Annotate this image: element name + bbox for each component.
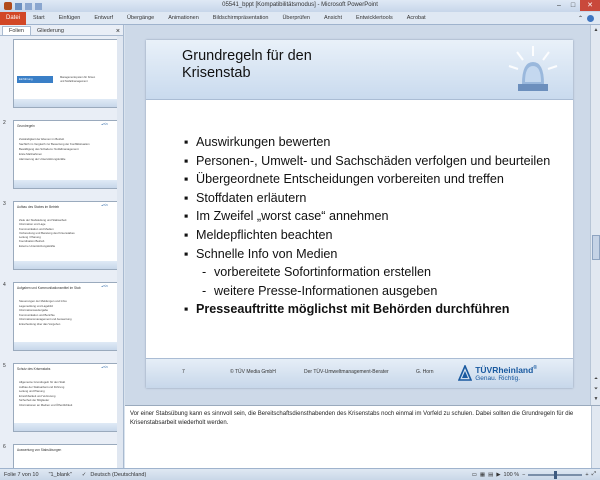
slide-thumbnail-list [0,36,124,468]
slide-number: 5 [3,363,6,369]
thumbnail-bullet: Leitung und Planung [19,389,45,393]
thumbnail-title: Aufgaben und Kommunikationsmittel im Stab [17,286,81,290]
fit-to-window-icon[interactable]: ⤢ [591,471,596,477]
notes-text[interactable]: Vor einer Stabsübung kann es sinnvoll sein, die Bereitschaftsdiensthabenden des Krisenstabs noch einmal im Vorfeld zu schulen. Dabei sollten die Grundregeln für die Krisenstabsarbeit wiederholt werden. [130,411,574,426]
thumbnail-title: Auswertung von Stabsübungen [17,448,62,452]
tuv-logo-icon: ▲TÜV [101,205,108,207]
bullet-text: Stoffdaten erläutern [196,190,307,205]
slide-thumbnail[interactable] [3,282,119,351]
thumbnail-subtitle-line: Managementsystem für Krisen [60,76,96,79]
thumbnail-bullet: Ziele der Stabsleitung und Stabsarbeit [19,218,67,222]
square-bullet-icon: ▪ [184,190,189,205]
thumbnail-bullets [19,137,90,162]
help-icon[interactable] [587,15,594,22]
zoom-slider[interactable] [528,474,582,476]
warning-beacon-icon [503,42,563,98]
tab-einfuegen[interactable]: Einfügen [58,15,81,21]
title-bar [0,0,600,12]
thumbnail-bullets [19,299,72,326]
zoom-level[interactable]: 100 % [503,471,520,478]
slide-sorter-icon[interactable]: ▦ [479,471,486,478]
sub-bullet-item [184,282,564,301]
thumbnail-bullet: Leitung / Planung [19,235,41,240]
normal-view-icon[interactable]: ▭ [471,471,477,478]
maximize-button[interactable]: □ [570,2,576,9]
tuv-logo-tagline: Genau. Richtig. [475,374,521,382]
square-bullet-icon: ▪ [184,246,189,261]
tuv-rheinland-logo [458,364,537,382]
slide-navigation-pane [0,25,124,468]
slide-thumbnail[interactable] [3,39,119,108]
next-slide-icon[interactable]: ⏷ [593,386,598,392]
slide-thumbnail[interactable] [3,120,119,189]
thumbnail-bullet: Alarmierung der Unterstützungskräfte [19,157,66,161]
slide-counter: Folie 7 von 10 [4,471,39,478]
square-bullet-icon: ▪ [184,172,189,187]
thumbnail-bullet: Kommunikation und Medien [19,226,54,231]
tab-entwicklertools[interactable]: Entwicklertools [356,15,393,21]
scroll-down-icon[interactable]: ▼ [593,396,599,402]
slide-number: 6 [3,444,6,450]
pane-scrollbar[interactable] [117,36,123,468]
zoom-out-icon[interactable]: − [522,471,526,478]
ribbon-help-area [578,15,600,22]
dash-bullet-icon: - [202,265,207,280]
dash-bullet-icon: - [202,283,207,298]
slide-editor [125,25,590,405]
thumbnail-bullet: Informationsweitergabe [19,308,49,312]
bullet-text: weitere Presse-Informationen ausgeben [214,283,438,298]
thumbnail-bullet: Sicherheit der Mitglieder [19,398,50,402]
slide-number: 2 [3,120,6,126]
slide-thumbnail-image [13,363,119,432]
square-bullet-icon: ▪ [184,153,189,168]
slide-number: 4 [3,282,6,288]
bullet-item [184,152,564,171]
footer-publisher: © TÜV Media GmbH [230,369,276,375]
tab-outline[interactable]: Gliederung [36,28,64,34]
thumbnail-bullet: Informationen an Medien und Öffentlichkeit [19,402,73,407]
minimize-ribbon-icon[interactable]: ⌃ [577,15,583,22]
thumbnail-footer [14,180,118,188]
slide-thumbnail[interactable] [3,363,119,432]
thumbnail-bullet: Sachlich im Vergleich zur Bewertung der Konfliktsituation [19,142,90,146]
square-bullet-icon: ▪ [184,135,189,149]
thumbnail-bullet: Aufbau der Stabsarbeit und Führung [19,384,65,389]
tuv-triangle-icon [458,365,472,381]
current-slide[interactable] [146,40,573,388]
thumbnail-bullet: Vorbereitung und Beratung des Krisenstabes [19,230,75,235]
slide-thumbnail-image [13,282,119,351]
slide-title-band [146,40,573,100]
thumbnail-title: Grundregeln [17,124,35,128]
thumbnail-bullet: Koordination Betrieb [19,239,45,244]
thumbnail-footer [14,99,118,107]
tab-acrobat[interactable]: Acrobat [406,15,426,21]
bullet-item [184,226,564,245]
thumbnail-footer [14,261,118,269]
slide-thumbnail-image [13,444,119,468]
thumbnail-bullet: Erreichbarkeit und Vertretung [19,393,56,398]
tab-uebergaenge[interactable]: Übergänge [127,15,155,21]
thumbnail-bullet: Erste Maßnahmen [19,152,43,156]
tuv-logo-text [475,364,537,382]
notes-scrollbar[interactable] [591,406,600,469]
thumbnail-bullet: Entscheidung über das Vorgehen [19,321,61,326]
tab-animationen[interactable]: Animationen [168,15,199,21]
ribbon-tab-bar [0,12,600,25]
footer-subject: Der TÜV-Umweltmanagement-Berater [304,369,389,375]
scroll-up-icon[interactable]: ▲ [593,27,599,33]
slide-thumbnail[interactable] [3,201,119,270]
thumbnail-title: Aufbau des Stabes im Betrieb [17,205,60,209]
reading-view-icon[interactable]: ▤ [488,471,494,478]
sub-bullet-item [184,263,564,282]
bullet-text: Übergeordnete Entscheidungen vorbereiten und treffen [196,172,504,187]
scroll-thumb[interactable] [592,235,600,260]
window-title: 05541_bppt [Kompatibilitätsmodus] - Microsoft PowerPoint [222,2,378,8]
thumbnail-bullet: Information und Lage [19,222,46,227]
tuv-logo-icon: ▲TÜV [101,124,108,126]
square-bullet-icon: ▪ [184,227,189,242]
bullet-item [184,170,564,189]
tuv-logo-icon: ▲TÜV [101,367,108,369]
footer-page-number: 7 [182,369,185,375]
slide-scrollbar[interactable] [590,25,600,405]
bullet-text: vorbereitete Sofortinformation erstellen [214,265,432,280]
bullet-item [184,189,564,208]
slide-thumbnail-image [13,39,119,108]
close-button[interactable]: ✕ [580,0,600,11]
bullet-item [184,300,564,319]
bullet-item [184,207,564,226]
tuv-logo-name: TÜVRheinland [475,364,534,375]
thumbnail-bullet: Externe Unterstützungskräfte [19,243,56,248]
thumbnail-footer [14,342,118,350]
slide-title-line: Krisenstab [182,65,251,81]
theme-name[interactable]: "1_blank" [48,471,72,478]
slide-thumbnail-image [13,201,119,270]
slide-thumbnail[interactable] [3,444,119,468]
tab-ueberpruefen[interactable]: Überprüfen [282,15,310,21]
spellcheck-icon[interactable]: ✓ [81,471,87,478]
bullet-item [184,245,564,264]
tab-slides[interactable]: Folien [2,26,31,35]
thumbnail-bullet: Steuerungen der Meldungen und Infos [19,299,67,303]
bullet-text: Auswirkungen bewerten [196,135,331,149]
thumbnail-bullet: Kommunikation und Berichte [19,312,55,317]
slide-title-line: Grundregeln für den [182,48,312,64]
thumbnail-bullet: Bewältigung des Schadens: Notfallmanagement [19,147,79,151]
bullet-text: Presseauftritte möglichst mit Behörden durchführen [196,302,510,317]
thumbnail-subtitle-line: und Notfallmanagement [60,80,88,83]
zoom-controls [472,471,600,478]
thumbnail-bullet: Informationsmanagement und Auswertung [19,317,72,321]
pane-tabs [0,25,123,36]
tuv-logo-icon: ▲TÜV [101,286,108,288]
notes-pane[interactable] [125,405,600,468]
square-bullet-icon: ▪ [184,302,189,317]
minimize-button[interactable]: – [557,2,561,9]
thumbnail-subtitle [60,76,95,84]
thumbnail-title: Schutz des Krisenstabs [17,367,51,371]
thumbnail-footer [14,423,118,431]
thumbnail-bullet: Allgemeine Grundregeln für den Stab [19,380,66,384]
slide-body-text[interactable] [184,133,564,319]
close-pane-icon[interactable]: × [115,28,120,35]
thumbnail-bullets [19,218,75,248]
bullet-item [184,133,564,152]
status-bar [0,468,600,480]
thumbnail-bullet: Zuständigkeit der Ebenen im Betrieb [19,137,65,141]
zoom-slider-knob[interactable] [554,471,557,479]
tab-ansicht[interactable]: Ansicht [323,15,343,21]
bullet-text: Meldepflichten beachten [196,227,333,242]
bullet-text: Personen-, Umwelt- und Sachschäden verfolgen und beurteilen [196,153,551,168]
previous-slide-icon[interactable]: ⏶ [593,376,598,382]
registered-mark: ® [533,365,537,371]
slide-thumbnail-image [13,120,119,189]
thumbnail-title-band: Einführung [17,76,53,83]
zoom-in-icon[interactable]: + [585,471,589,478]
tab-bildschirmpraesentation[interactable]: Bildschirmpräsentation [212,15,269,21]
bullet-text: Schnelle Info von Medien [196,246,338,261]
thumbnail-bullets [19,380,72,407]
thumbnail-bullet: Lagemeldung und Lagebild [19,303,53,308]
slide-footer [146,358,573,388]
bullet-text: Im Zweifel „worst case“ annehmen [196,209,389,224]
slide-title[interactable] [182,48,312,82]
tab-entwurf[interactable]: Entwurf [94,15,113,21]
tab-start[interactable]: Start [33,15,45,21]
slide-number: 3 [3,201,6,207]
window-controls [552,0,600,11]
square-bullet-icon: ▪ [184,209,189,224]
tab-file[interactable]: Datei [0,12,26,25]
slideshow-icon[interactable]: ▶ [496,471,501,478]
language-indicator[interactable]: Deutsch (Deutschland) [90,471,147,478]
footer-author: G. Horn [416,369,434,375]
